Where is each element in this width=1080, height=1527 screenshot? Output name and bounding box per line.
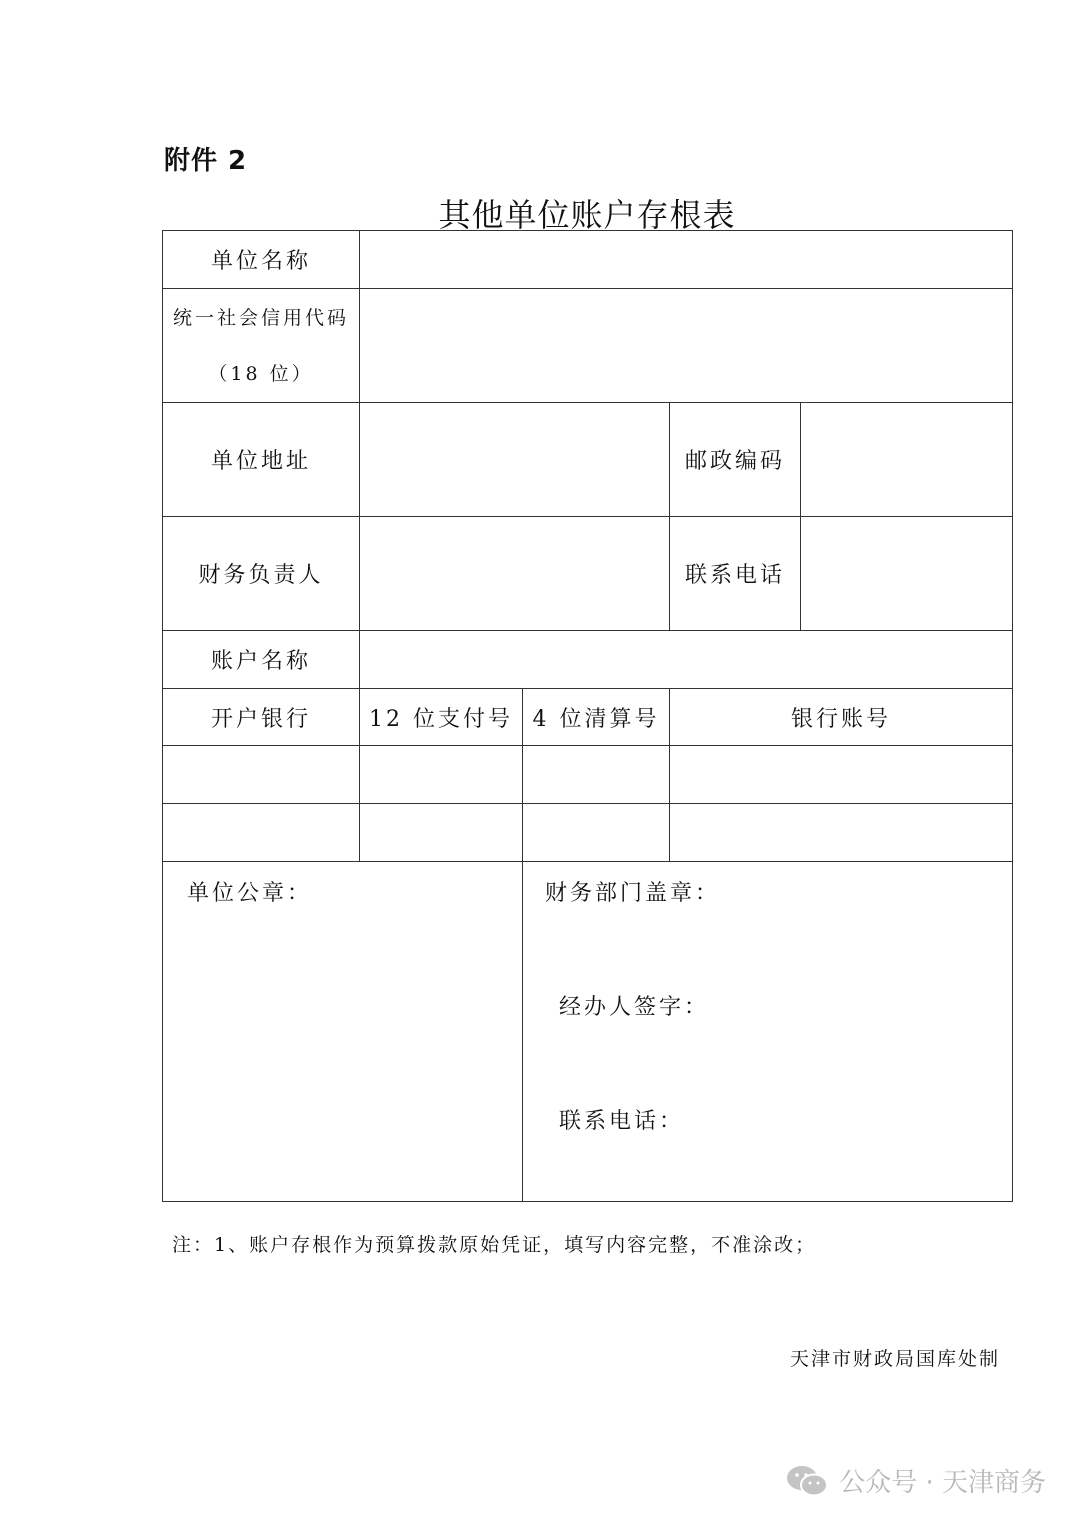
credit-code-field[interactable] xyxy=(360,289,1013,403)
footnote: 注：1、账户存根作为预算拨款原始凭证，填写内容完整，不准涂改； xyxy=(172,1234,817,1256)
wechat-icon xyxy=(785,1464,829,1498)
account-name-row xyxy=(163,631,1013,689)
clearing-no-field[interactable] xyxy=(523,746,670,804)
account-name-field[interactable] xyxy=(360,631,1013,689)
bank-account-field[interactable] xyxy=(670,746,1013,804)
phone-label: 联系电话 xyxy=(670,517,801,631)
bank-account-field[interactable] xyxy=(670,804,1013,862)
unit-seal-label: 单位公章： xyxy=(187,881,313,906)
watermark xyxy=(785,1462,1046,1499)
finance-head-field[interactable] xyxy=(360,517,670,631)
bank-entry-row xyxy=(163,804,1013,862)
contact-phone-label: 联系电话： xyxy=(559,1109,685,1134)
unit-name-row xyxy=(163,231,1013,289)
finance-dept-seal-area[interactable] xyxy=(523,862,1013,1202)
clearing-no-label: 4 位清算号 xyxy=(523,689,670,746)
handler-sign-label: 经办人签字： xyxy=(559,995,710,1020)
account-name-label: 账户名称 xyxy=(163,631,360,689)
credit-code-label xyxy=(163,289,360,403)
seal-row xyxy=(163,862,1013,1202)
clearing-no-field[interactable] xyxy=(523,804,670,862)
payment-no-field[interactable] xyxy=(360,804,523,862)
phone-field[interactable] xyxy=(801,517,1013,631)
address-field[interactable] xyxy=(360,403,670,517)
finance-head-row xyxy=(163,517,1013,631)
credit-code-row xyxy=(163,289,1013,403)
credit-code-label-line2: （18 位） xyxy=(208,362,314,385)
account-stub-form xyxy=(162,230,1013,1202)
credit-code-label-line1: 统一社会信用代码 xyxy=(172,306,349,329)
bank-entry-row xyxy=(163,746,1013,804)
postal-code-field[interactable] xyxy=(801,403,1013,517)
payment-no-label: 12 位支付号 xyxy=(360,689,523,746)
bank-account-label: 银行账号 xyxy=(670,689,1013,746)
payment-no-field[interactable] xyxy=(360,746,523,804)
bank-header-row xyxy=(163,689,1013,746)
unit-seal-area[interactable] xyxy=(163,862,523,1202)
form-title: 其他单位账户存根表 xyxy=(438,196,736,234)
finance-head-label: 财务负责人 xyxy=(163,517,360,631)
bank-label: 开户银行 xyxy=(163,689,360,746)
postal-code-label: 邮政编码 xyxy=(670,403,801,517)
address-label: 单位地址 xyxy=(163,403,360,517)
finance-dept-seal-label: 财务部门盖章： xyxy=(545,881,721,906)
bank-field[interactable] xyxy=(163,746,360,804)
unit-name-label: 单位名称 xyxy=(163,231,360,289)
address-row xyxy=(163,403,1013,517)
bank-field[interactable] xyxy=(163,804,360,862)
attachment-label: 附件 2 xyxy=(164,146,248,176)
issuer-note: 天津市财政局国库处制 xyxy=(789,1348,1000,1370)
watermark-text: 公众号 · 天津商务 xyxy=(839,1468,1046,1498)
unit-name-field[interactable] xyxy=(360,231,1013,289)
